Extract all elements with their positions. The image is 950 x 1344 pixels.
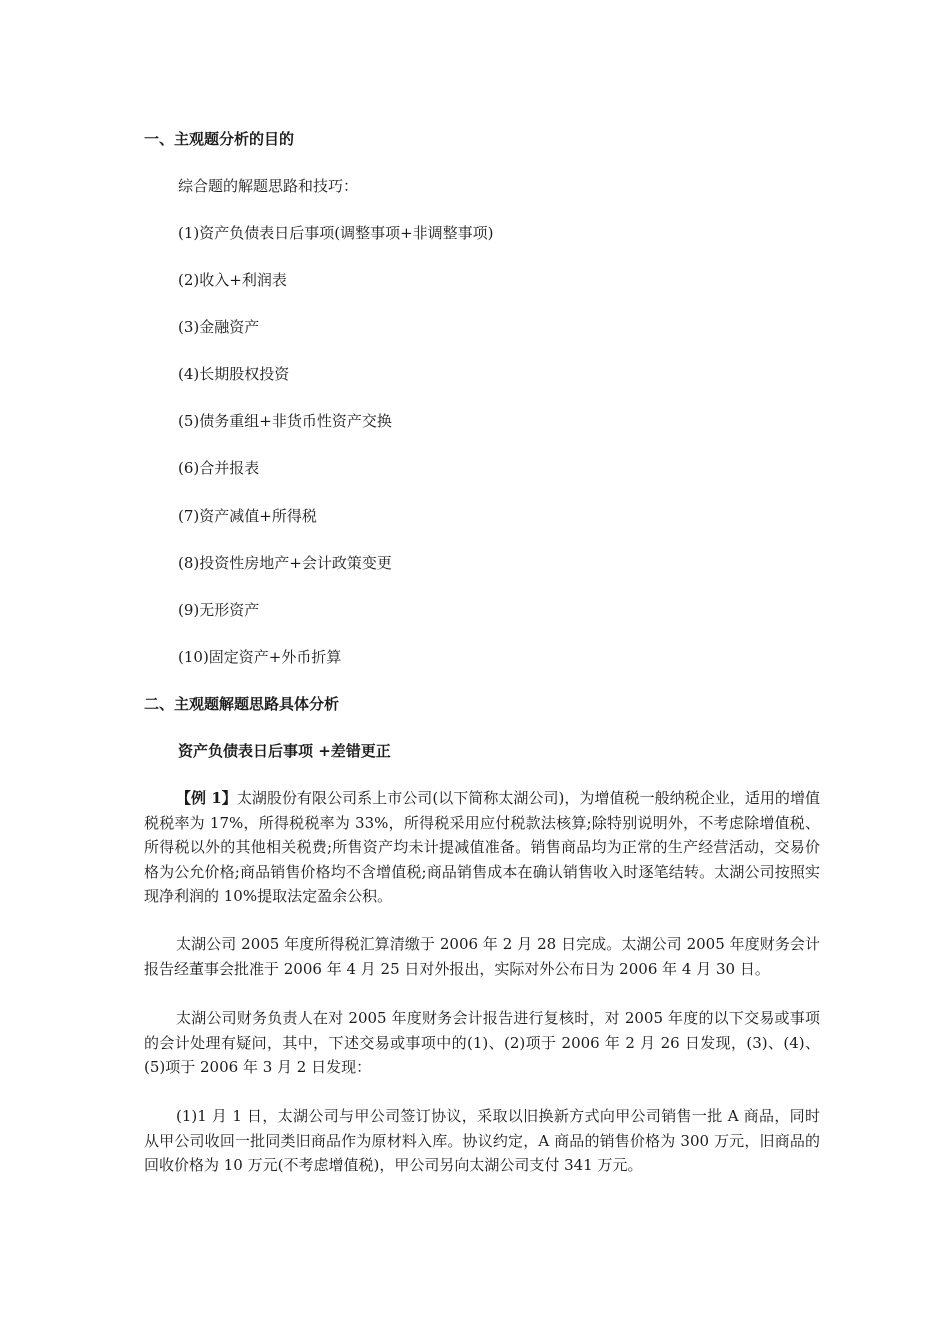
- section-2-heading: 二、主观题解题思路具体分析: [144, 695, 340, 713]
- list-item: (8)投资性房地产+会计政策变更: [178, 554, 392, 572]
- list-item: (7)资产减值+所得税: [178, 507, 317, 525]
- section-2-subheading: 资产负债表日后事项 +差错更正: [178, 742, 391, 760]
- paragraph: (1)1 月 1 日，太湖公司与甲公司签订协议，采取以旧换新方式向甲公司销售一批 A 商品，同时从甲公司收回一批同类旧商品作为原材料入库。协议约定，A 商品的销售价格为 300 万元，旧商品的回收价格为 10 万元(不考虑增值税)，甲公司另向太湖公司支付 341 万元。: [144, 1107, 820, 1174]
- paragraph: 太湖公司 2005 年度所得税汇算清缴于 2006 年 2 月 28 日完成。太湖公司 2005 年度财务会计报告经董事会批准于 2006 年 4 月 25 日对外报出，实际对外公布日为 2006 年 4 月 30 日。: [144, 935, 820, 978]
- example-label: 【例 1】: [176, 789, 237, 807]
- list-item: (10)固定资产+外币折算: [178, 648, 342, 666]
- list-item: (4)长期股权投资: [178, 365, 290, 383]
- section-1-heading: 一、主观题分析的目的: [144, 130, 295, 148]
- list-item: (9)无形资产: [178, 601, 260, 619]
- paragraph: 太湖公司财务负责人在对 2005 年度财务会计报告进行复核时，对 2005 年度的以下交易或事项的会计处理有疑问，其中，下述交易或事项中的(1)、(2)项于 2006 年 2 月 26 日发现，(3)、(4)、(5)项于 2006 年 3 月 2 日发现：: [144, 1009, 820, 1076]
- list-item: (3)金融资产: [178, 318, 260, 336]
- section-1-intro: 综合题的解题思路和技巧：: [178, 177, 359, 195]
- paragraph-text: 太湖股份有限公司系上市公司(以下简称太湖公司)，为增值税一般纳税企业，适用的增值税税率为 17%，所得税税率为 33%，所得税采用应付税款法核算;除特别说明外，不考虑除增值税、所得税以外的其他相关税费;所售资产均未计提减值准备。销售商品均为正常的生产经营活动，交易价格为公允价格;商品销售价格均不含增值税;商品销售成本在确认销售收入时逐笔结转。太湖公司按照实现净利润的 10%提取法定盈余公积。: [144, 789, 820, 905]
- list-item: (1)资产负债表日后事项(调整事项+非调整事项): [178, 224, 494, 242]
- list-item: (2)收入+利润表: [178, 271, 287, 289]
- paragraph: [144, 786, 820, 909]
- list-item: (5)债务重组+非货币性资产交换: [178, 412, 392, 430]
- list-item: (6)合并报表: [178, 459, 260, 477]
